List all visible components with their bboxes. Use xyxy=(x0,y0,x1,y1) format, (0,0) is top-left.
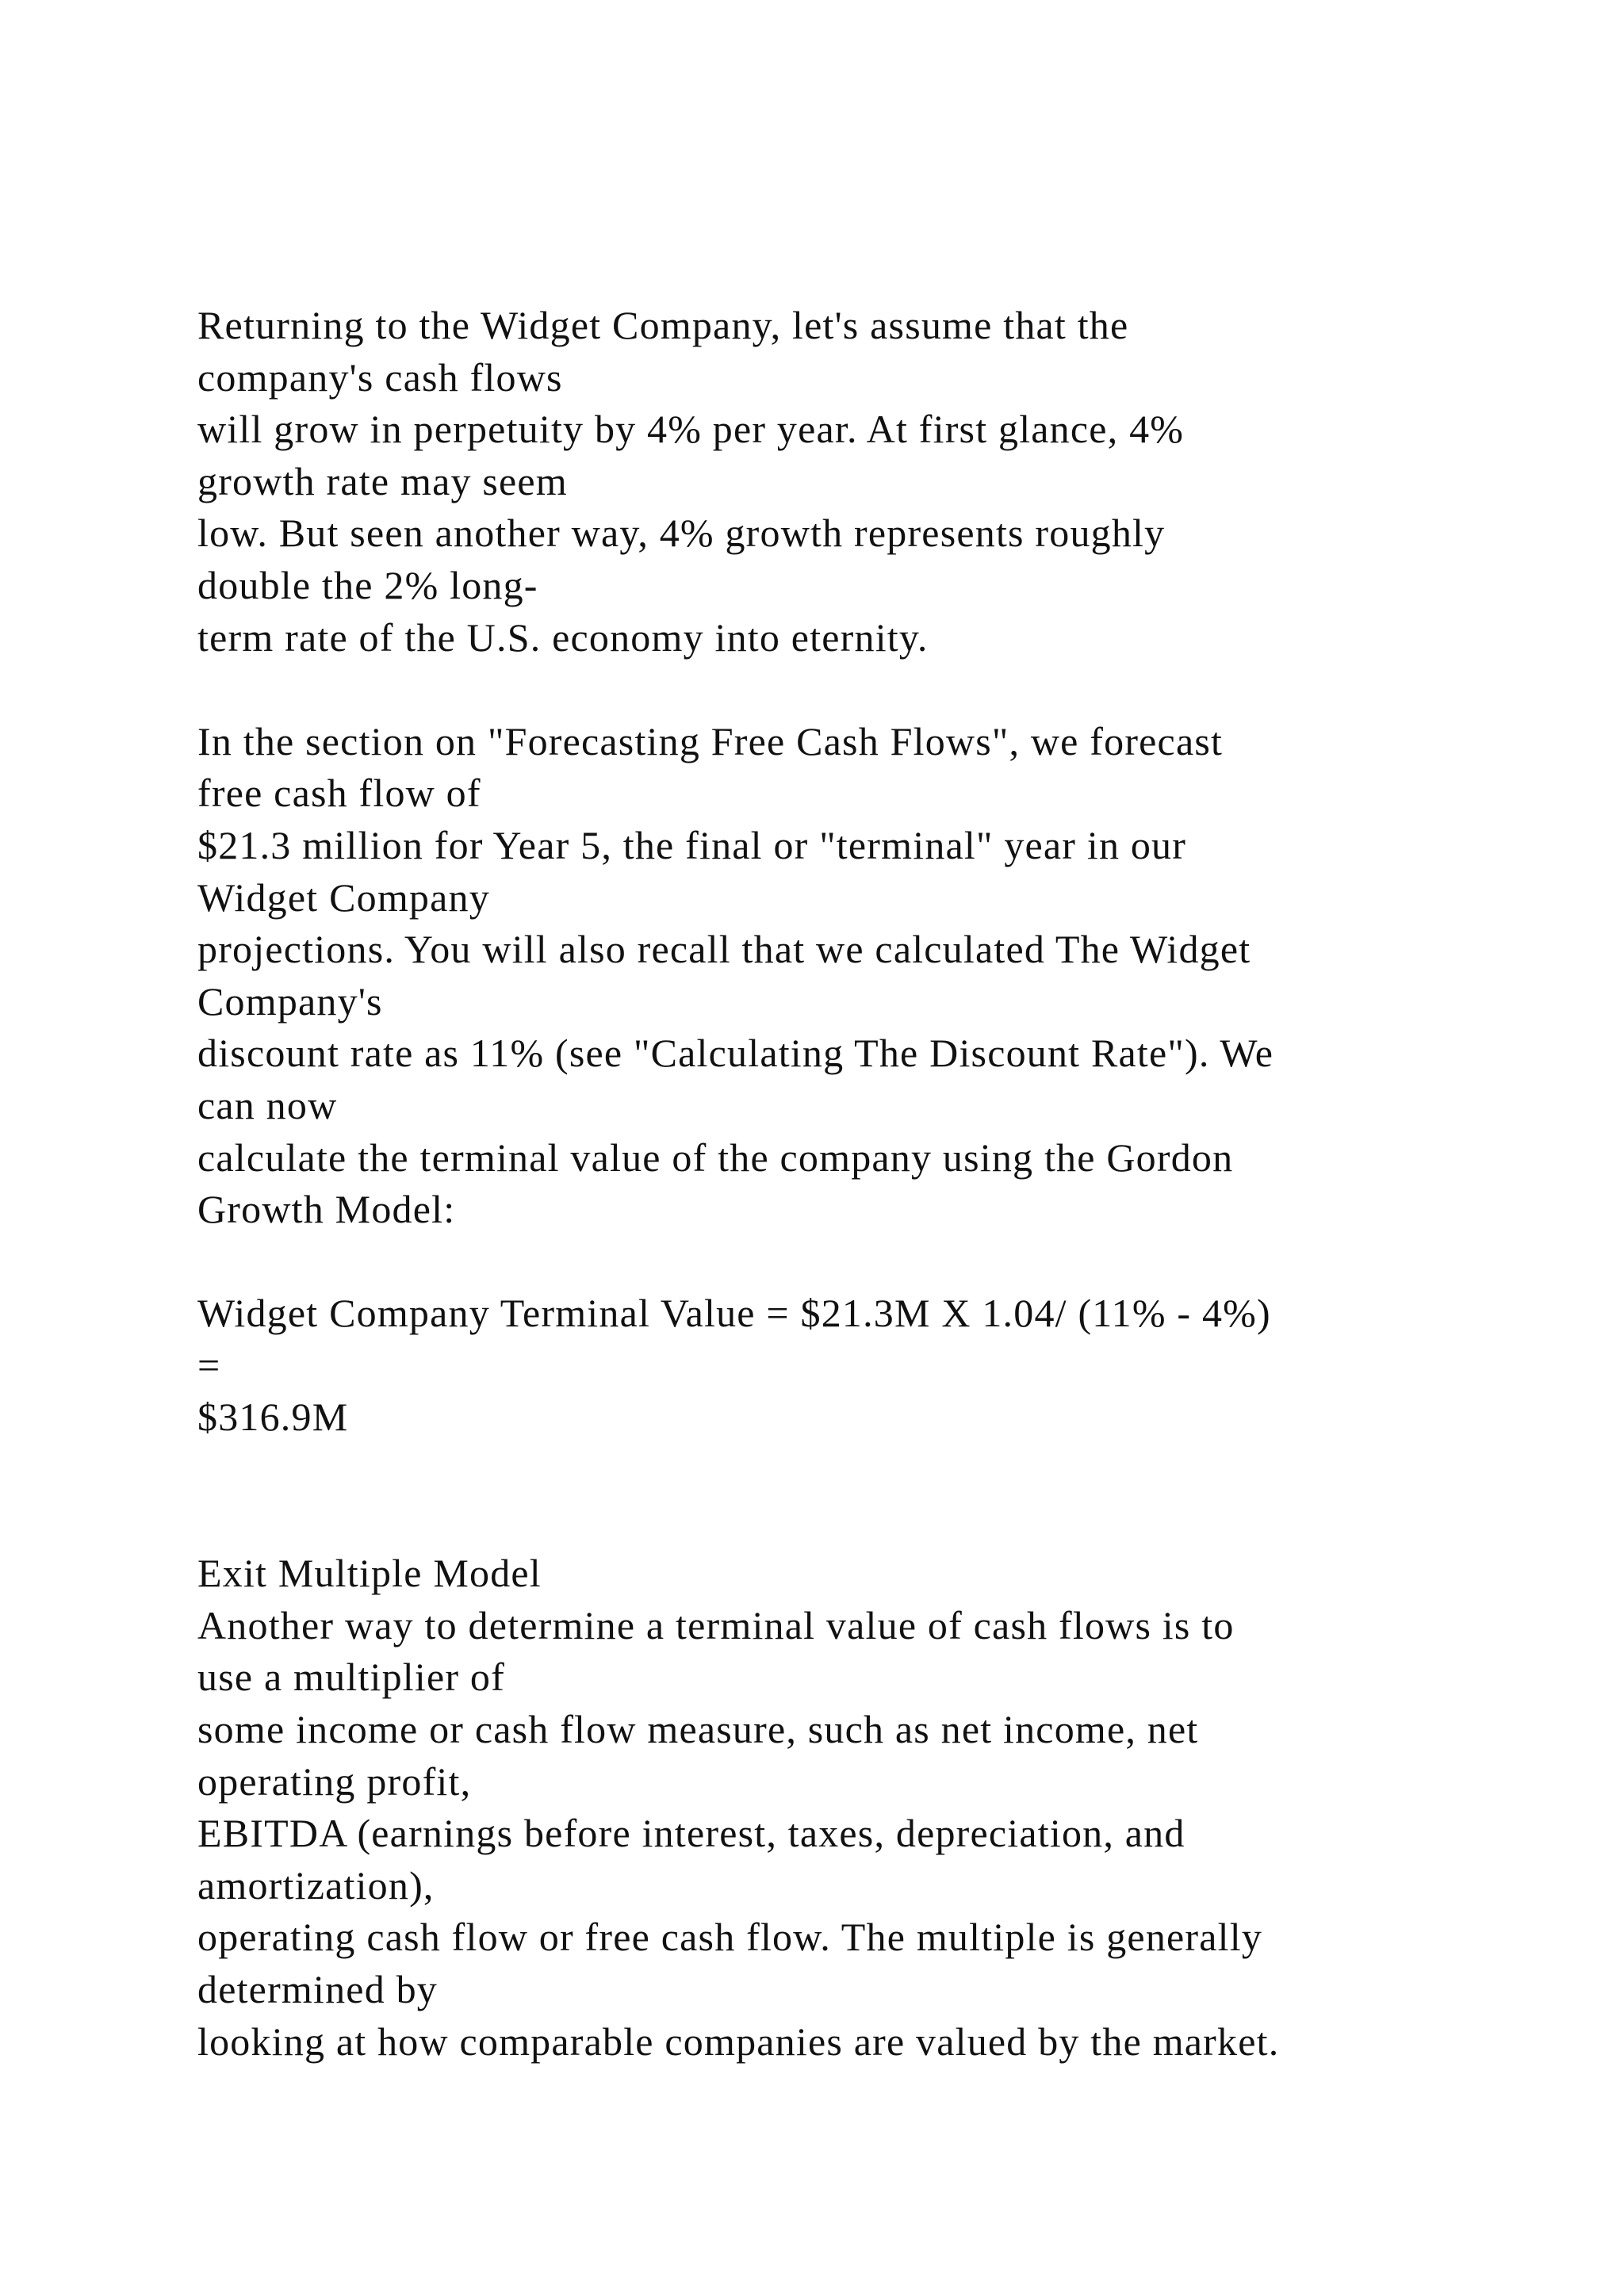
terminal-value-formula xyxy=(197,1288,1545,1444)
text-line: EBITDA (earnings before interest, taxes, depreciation, and xyxy=(197,1811,1185,1856)
document-body xyxy=(197,300,1545,2068)
text-line: operating cash flow or free cash flow. The multiple is generally xyxy=(197,1915,1263,1960)
text-line: can now xyxy=(197,1082,338,1127)
text-line: low. But seen another way, 4% growth represents roughly xyxy=(197,511,1166,556)
text-line: term rate of the U.S. economy into eternity. xyxy=(197,614,929,660)
text-line: double the 2% long- xyxy=(197,562,538,607)
paragraph-gordon-intro xyxy=(197,300,1545,664)
paragraph-terminal-forecast xyxy=(197,716,1545,1236)
text-line: determined by xyxy=(197,1967,439,2011)
text-line: Returning to the Widget Company, let's assume that the xyxy=(197,303,1129,347)
formula-line: Widget Company Terminal Value = $21.3M X 1.04/ (11% - 4%) xyxy=(197,1291,1271,1336)
text-line: discount rate as 11% (see "Calculating The Discount Rate"). We xyxy=(197,1031,1274,1076)
paragraph-spacer xyxy=(197,664,1545,716)
text-line: calculate the terminal value of the company using the Gordon xyxy=(197,1135,1234,1180)
text-line: operating profit, xyxy=(197,1758,472,1804)
text-line: company's cash flows xyxy=(197,354,563,400)
text-line: projections. You will also recall that we calculated The Widget xyxy=(197,927,1251,972)
text-line: free cash flow of xyxy=(197,771,481,816)
text-line: $21.3 million for Year 5, the final or "terminal" year in our xyxy=(197,822,1187,867)
text-line: will grow in perpetuity by 4% per year. At first glance, 4% xyxy=(197,407,1185,452)
paragraph-exit-multiple xyxy=(197,1600,1545,2068)
paragraph-spacer xyxy=(197,1236,1545,1288)
text-line: amortization), xyxy=(197,1862,435,1908)
section-spacer xyxy=(197,1444,1545,1548)
text-line: Growth Model: xyxy=(197,1187,456,1232)
formula-result: $316.9M xyxy=(197,1395,349,1440)
formula-line: = xyxy=(197,1342,221,1387)
section-heading: Exit Multiple Model xyxy=(197,1551,542,1596)
text-line: In the section on "Forecasting Free Cash Flows", we forecast xyxy=(197,718,1224,763)
text-line: looking at how comparable companies are valued by the market. xyxy=(197,2019,1280,2064)
text-line: growth rate may seem xyxy=(197,458,568,503)
text-line: Widget Company xyxy=(197,874,490,920)
text-line: use a multiplier of xyxy=(197,1655,505,1700)
text-line: Another way to determine a terminal value of cash flows is to xyxy=(197,1602,1235,1647)
text-line: Company's xyxy=(197,978,383,1024)
text-line: some income or cash flow measure, such as net income, net xyxy=(197,1707,1199,1752)
